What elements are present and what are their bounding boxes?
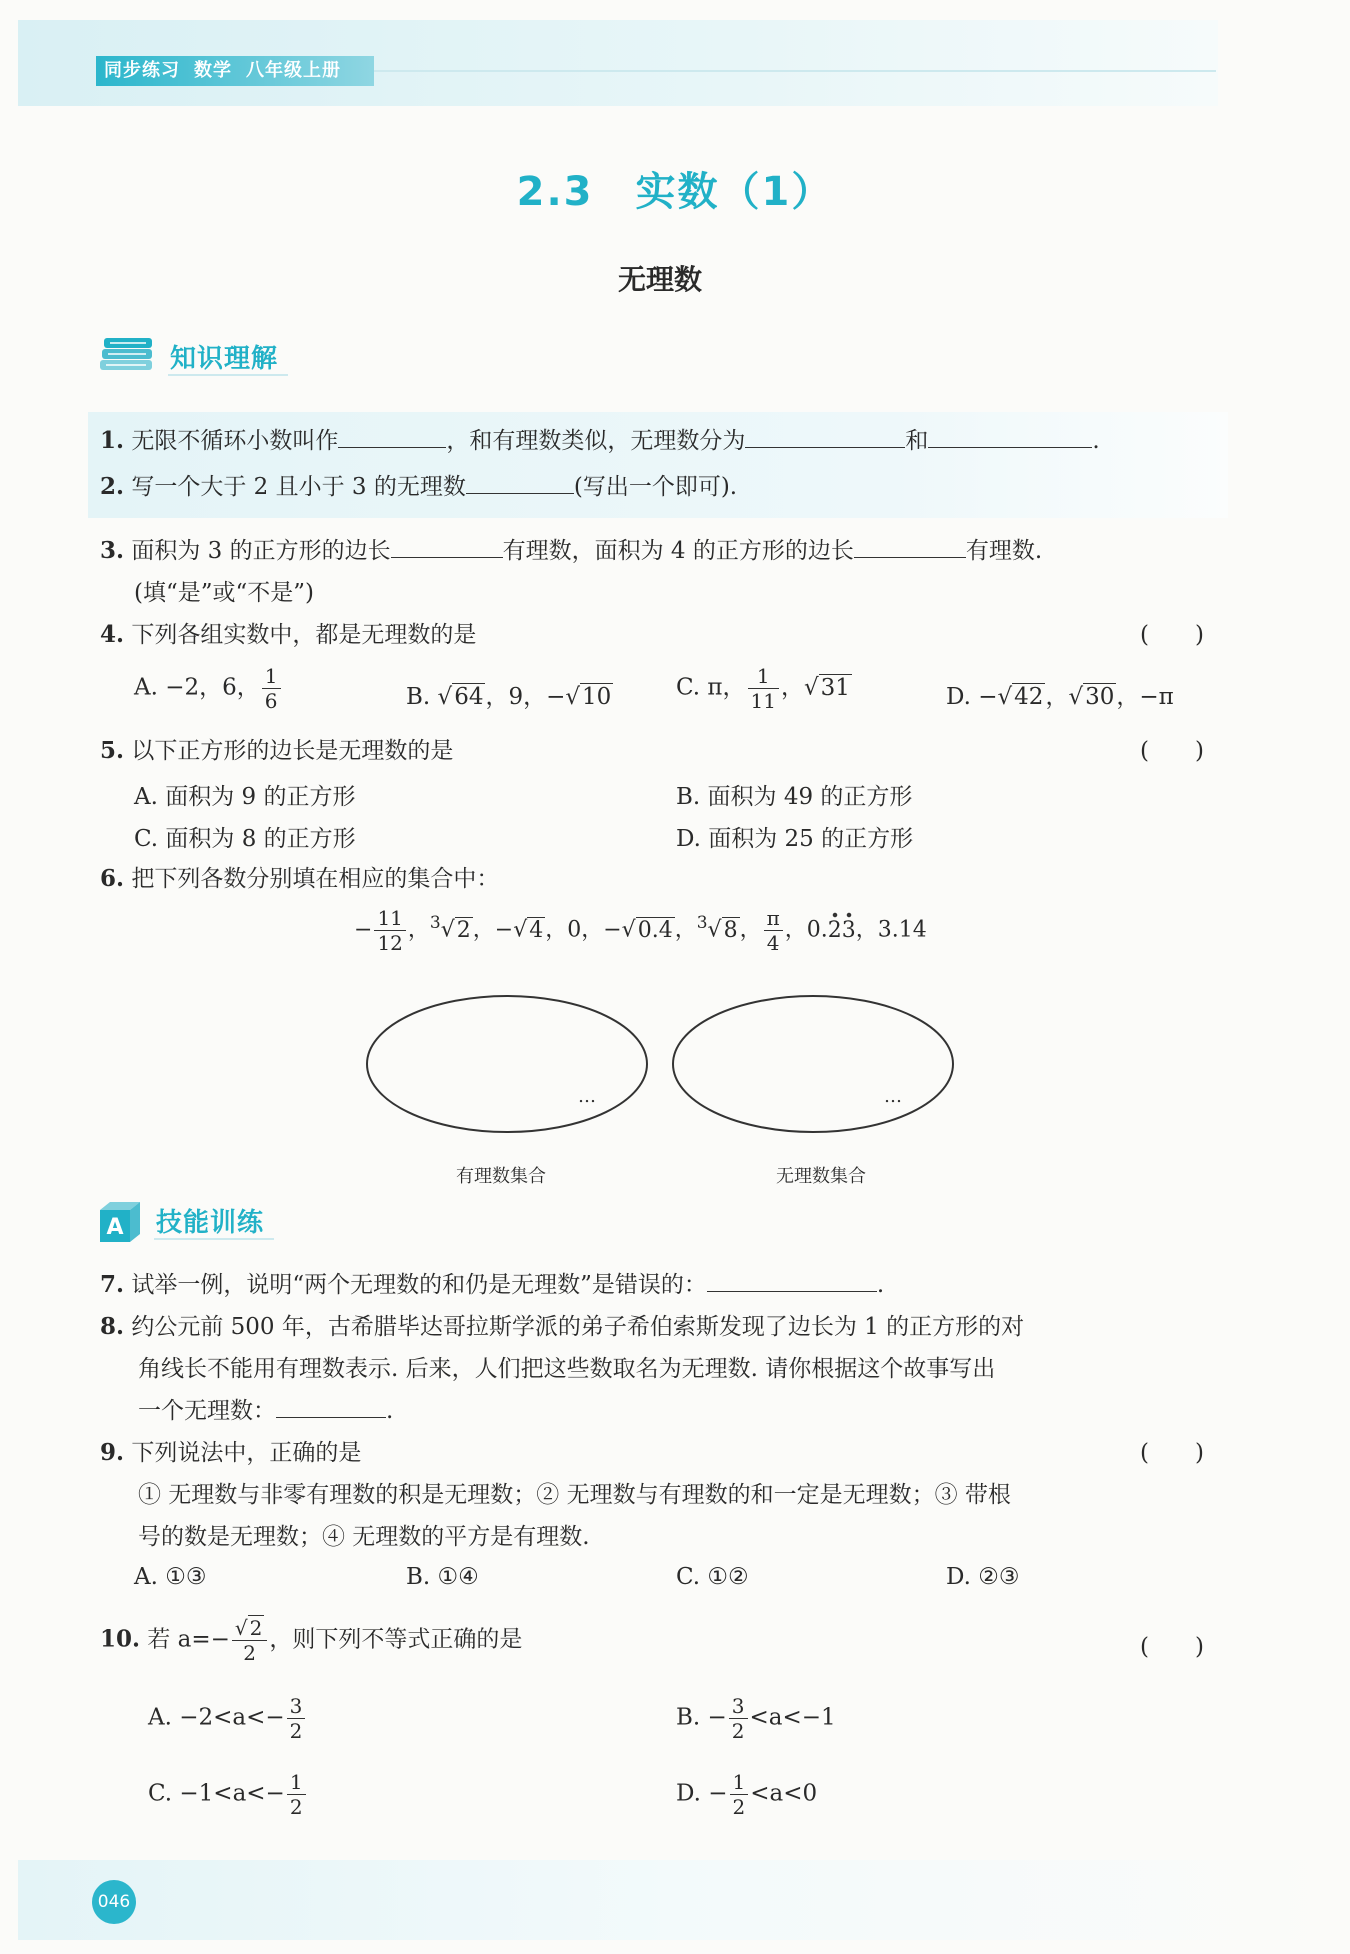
svg-text:A: A: [106, 1215, 124, 1240]
question-6: [100, 862, 499, 896]
q4-option-b[interactable]: B. √64，9，−√10: [406, 684, 612, 710]
section-knowledge-underline: [168, 374, 288, 376]
q4-option-a[interactable]: [134, 664, 283, 713]
q10-a-fraction: $\frac{3}{2}$: [287, 1694, 306, 1743]
q10-option-a[interactable]: [148, 1694, 307, 1743]
q8-line-3: [138, 1394, 393, 1428]
q6-text: 把下列各数分别填在相应的集合中：: [131, 866, 500, 892]
section-skills-title: 技能训练: [156, 1208, 265, 1238]
q2-blank[interactable]: [466, 471, 574, 494]
section-knowledge-title: 知识理解: [170, 344, 279, 374]
q6-repeating-decimal: 23: [828, 912, 856, 943]
q9-text: 下列说法中，正确的是: [131, 1440, 362, 1466]
q4-option-c[interactable]: C. π， $\frac{1}{11}$ ，√31: [676, 664, 850, 713]
q1-blank-2[interactable]: [745, 425, 905, 448]
q6-radicand-2: 4: [529, 917, 544, 943]
q6-cube-index-2: 3: [696, 913, 708, 934]
q1-text-d: .: [1092, 428, 1100, 454]
q10-option-d[interactable]: [676, 1770, 817, 1819]
q4-b-text: B.: [406, 684, 438, 710]
q8-line-2: 角线长不能用有理数表示. 后来，人们把这些数取名为无理数. 请你根据这个故事写出: [138, 1356, 996, 1382]
q5-option-d[interactable]: D. 面积为 25 的正方形: [676, 826, 914, 852]
q10-b-end: <a<−1: [749, 1704, 836, 1731]
q9-option-d[interactable]: D. ②③: [946, 1564, 1020, 1590]
q4-b-radicand-2: 10: [582, 684, 612, 710]
q8-line-1: 约公元前 500 年，古希腊毕达哥拉斯学派的弟子希伯索斯发现了边长为 1 的正方形的对: [131, 1314, 1025, 1340]
q4-b-radicand-1: 64: [454, 684, 484, 710]
q4-a-text: A. −2，6，: [134, 674, 260, 701]
header-tag: [96, 56, 374, 86]
q7-text: 试举一例，说明“两个无理数的和仍是无理数”是错误的：: [131, 1272, 707, 1298]
q1-text-a: 无限不循环小数叫作: [131, 428, 339, 454]
q9-statement-line-2: 号的数是无理数；④ 无理数的平方是有理数.: [138, 1524, 590, 1550]
q2-text-b: (写出一个即可).: [573, 474, 738, 500]
q10-d-fraction: $\frac{1}{2}$: [730, 1770, 749, 1819]
q6-radicand-1: 2: [456, 917, 471, 943]
q10-d-end: <a<0: [750, 1780, 818, 1807]
letter-a-block-icon: [96, 1196, 146, 1246]
page-subtitle: 无理数: [617, 263, 702, 296]
footer-band: [18, 1860, 1328, 1940]
question-8: [100, 1310, 1024, 1344]
question-3: [100, 534, 1042, 568]
q10-c-text: C. −1<a<−: [148, 1780, 285, 1807]
q4-d-radicand-1: 42: [1014, 684, 1044, 710]
q8-line-3-text: 一个无理数：: [138, 1398, 276, 1424]
q3-text-b: 有理数，面积为 4 的正方形的边长: [502, 538, 854, 564]
q10-a-text: A. −2<a<−: [148, 1704, 285, 1731]
q6-frac-2: $\frac{\pi}{4}$: [764, 906, 783, 955]
q10-number: 10.: [100, 1625, 141, 1653]
q8-blank[interactable]: [276, 1395, 386, 1418]
q4-d-text: D. −: [946, 684, 998, 710]
page-title: 2.3 实数（1）: [516, 169, 834, 215]
question-2: [100, 470, 737, 504]
q5-text: 以下正方形的边长是无理数的是: [131, 738, 454, 764]
q6-radicand-4: 8: [723, 917, 738, 943]
q1-number: 1.: [100, 427, 125, 454]
q9-option-c[interactable]: C. ①②: [676, 1564, 749, 1590]
irrational-set-ellipse: [673, 996, 953, 1132]
q5-option-a[interactable]: A. 面积为 9 的正方形: [134, 784, 356, 810]
q2-text-a: 写一个大于 2 且小于 3 的无理数: [131, 474, 466, 500]
q10-answer-paren[interactable]: ( ): [1140, 1634, 1204, 1660]
q1-blank-1[interactable]: [338, 425, 446, 448]
q4-number: 4.: [100, 621, 125, 648]
q6-sep-4: ，: [674, 917, 697, 943]
q6-sep-6: ，0.: [784, 917, 828, 943]
irrational-set-label: 无理数集合: [776, 1166, 866, 1187]
question-9: [100, 1436, 361, 1470]
books-icon: [96, 334, 158, 378]
q10-d-text: D. −: [676, 1780, 728, 1807]
q5-answer-paren[interactable]: ( ): [1140, 738, 1204, 764]
rational-set-label: 有理数集合: [456, 1166, 546, 1187]
q9-number: 9.: [100, 1439, 125, 1466]
question-10: [100, 1616, 522, 1665]
rational-set-ellipse: [367, 996, 647, 1132]
q6-cube-index-1: 3: [429, 913, 441, 934]
q3-text-a: 面积为 3 的正方形的边长: [131, 538, 391, 564]
q10-b-fraction: $\frac{3}{2}$: [729, 1694, 748, 1743]
q5-number: 5.: [100, 737, 125, 764]
q3-blank-1[interactable]: [391, 535, 503, 558]
q2-number: 2.: [100, 473, 125, 500]
q6-sep-3: ，0，−: [545, 917, 622, 943]
irrational-set-dots: …: [884, 1086, 902, 1107]
q10-b-text: B. −: [676, 1704, 727, 1731]
q9-statement-line-1: ① 无理数与非零有理数的积是无理数；② 无理数与有理数的和一定是无理数；③ 带根: [138, 1482, 1011, 1508]
q6-set-ellipses: [360, 990, 960, 1140]
q5-option-c[interactable]: C. 面积为 8 的正方形: [134, 826, 356, 852]
q4-d-end: ，−π: [1116, 684, 1174, 710]
q9-answer-paren[interactable]: ( ): [1140, 1440, 1204, 1466]
q7-number: 7.: [100, 1271, 125, 1298]
rational-set-dots: …: [578, 1086, 596, 1107]
q7-end: .: [876, 1272, 885, 1298]
q9-option-a[interactable]: A. ①③: [134, 1564, 207, 1590]
q5-option-b[interactable]: B. 面积为 49 的正方形: [676, 784, 913, 810]
q10-option-c[interactable]: [148, 1770, 308, 1819]
q4-c-text: C. π，: [676, 674, 746, 701]
q4-text: 下列各组实数中，都是无理数的是: [131, 622, 477, 648]
question-7: [100, 1268, 884, 1302]
page-number: 046: [92, 1880, 136, 1924]
q4-a-fraction: $\frac{1}{6}$: [262, 664, 281, 713]
q6-frac-1: $\frac{11}{12}$: [374, 906, 405, 955]
q3-number: 3.: [100, 537, 125, 564]
q6-sep-7: ，3.14: [855, 917, 927, 943]
section-skills-underline: [154, 1238, 274, 1240]
q4-d-radicand-2: 30: [1085, 684, 1115, 710]
q8-end: .: [386, 1398, 394, 1424]
q4-c-fraction: $\frac{1}{11}$: [748, 664, 779, 713]
q6-number-list: − $\frac{11}{12}$ ，$^3$√2，−√4，0，−√0.4，$^3$√8， $\frac{\pi}{4}$ ，0.23，3.14: [354, 906, 927, 955]
question-5: [100, 734, 453, 768]
q1-text-c: 和: [905, 428, 929, 454]
q4-d-sep: ，: [1045, 684, 1069, 710]
q6-sep-5: ，: [739, 917, 762, 943]
q1-text-b: ，和有理数类似，无理数分为: [446, 428, 746, 454]
q3-hint: (填“是”或“不是”): [134, 580, 314, 606]
q6-sep-2: ，−: [472, 917, 514, 943]
q4-b-sep: ，9，−: [485, 684, 566, 710]
q7-blank[interactable]: [707, 1269, 877, 1292]
question-1: [100, 424, 1100, 458]
q10-fraction: $\frac{√ 2}{2}$: [232, 1616, 267, 1665]
q10-text-b: ，则下列不等式正确的是: [269, 1626, 523, 1653]
question-4: [100, 618, 476, 652]
q4-c-radicand: 31: [820, 674, 850, 701]
q10-option-b[interactable]: [676, 1694, 836, 1743]
q1-blank-3[interactable]: [928, 425, 1092, 448]
q4-option-d[interactable]: D. −√42，√30，−π: [946, 684, 1174, 710]
q3-text-c: 有理数.: [965, 538, 1043, 564]
q8-number: 8.: [100, 1313, 125, 1340]
q3-blank-2[interactable]: [854, 535, 966, 558]
q10-c-fraction: $\frac{1}{2}$: [287, 1770, 306, 1819]
q4-c-sep: ，: [780, 674, 804, 701]
tag-grade: 八年级上册: [246, 60, 341, 81]
q6-number: 6.: [100, 865, 125, 892]
tag-book: 同步练习: [104, 60, 180, 81]
q6-sep-1: ，: [407, 917, 430, 943]
tag-subject: 数学: [194, 60, 232, 81]
q9-option-b[interactable]: B. ①④: [406, 1564, 479, 1590]
q4-answer-paren[interactable]: ( ): [1140, 622, 1204, 648]
q10-text-a: 若 a=−: [147, 1626, 230, 1653]
q6-radicand-3: 0.4: [637, 917, 673, 943]
